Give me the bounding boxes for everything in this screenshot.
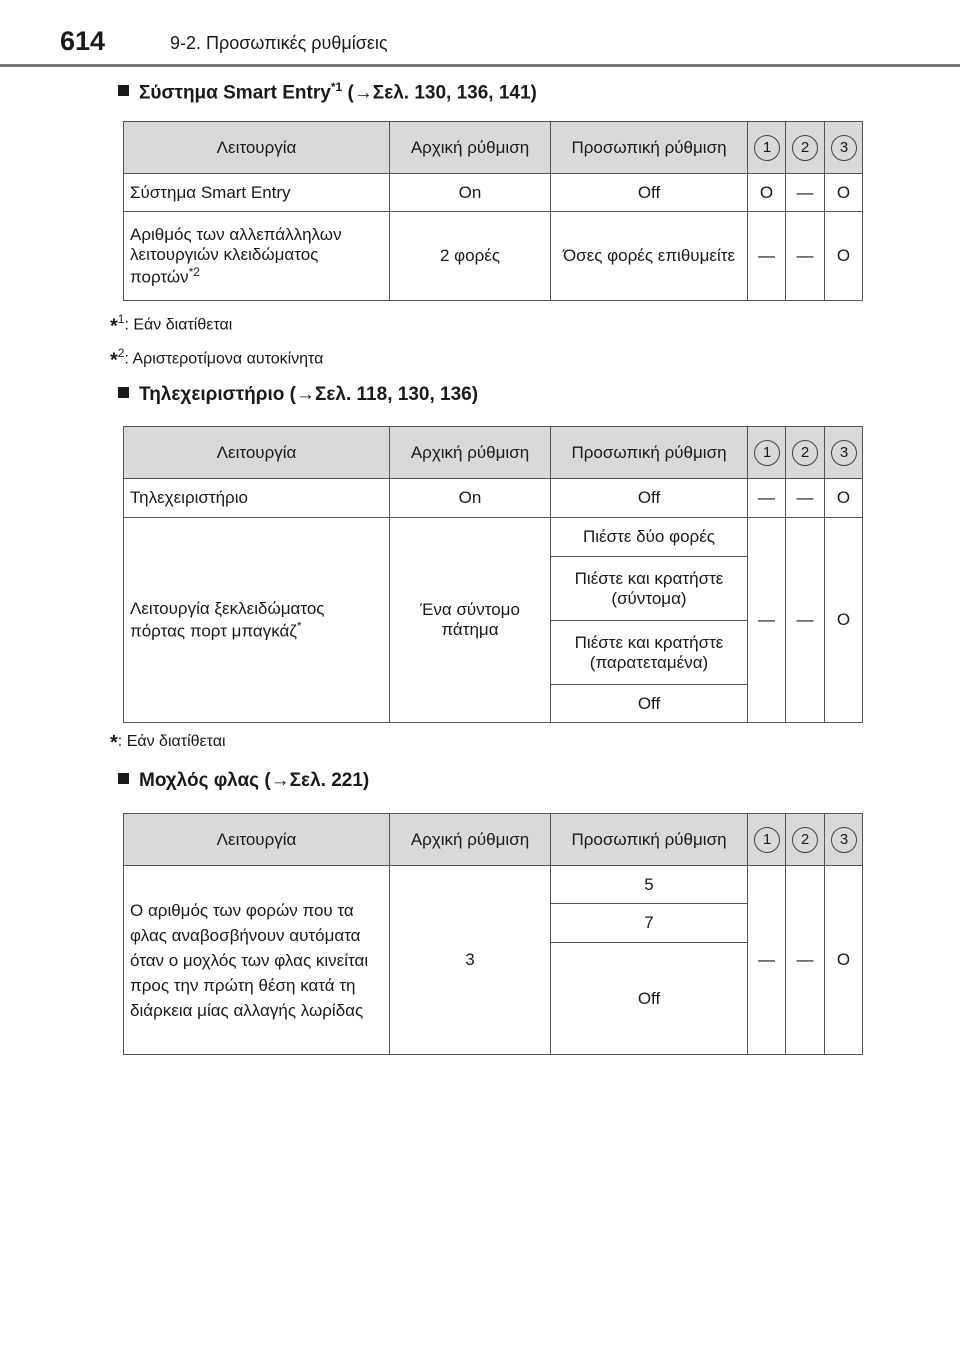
cell-function: Αριθμός των αλλεπάλληλων λειτουργιών κλειδώματος πορτών$^{*2}$ [124,212,390,301]
number-1-icon: 1 [754,135,780,161]
header-divider [0,64,960,67]
footnote-1: *$^1$: Εάν διατίθεται [110,312,233,338]
table-row [124,866,863,904]
cell-custom: Off [551,174,748,212]
cell-method-1: — [748,212,786,301]
page-number: 614 [60,26,106,56]
col-method-1 [748,814,786,866]
table-header-row [124,122,863,174]
col-method-3 [825,427,863,479]
col-method-3 [825,122,863,174]
number-3-icon: 3 [831,135,857,161]
cell-custom: Όσες φορές επιθυμείτε [551,212,748,301]
cell-method-2: — [786,518,825,723]
cell-function: Τηλεχειριστήριο [124,479,390,518]
cell-default: On [390,174,551,212]
number-2-icon: 2 [792,440,818,466]
cell-default: 2 φορές [390,212,551,301]
cell-method-1: — [748,866,786,1055]
chapter-title: 9-2. Προσωπικές ρυθμίσεις [170,33,388,53]
col-function: Λειτουργία [124,814,390,866]
footnote-3: *: Εάν διατίθεται [110,732,226,754]
col-method-2 [786,814,825,866]
cell-default: On [390,479,551,518]
number-1-icon: 1 [754,827,780,853]
table-row [124,174,863,212]
number-2-icon: 2 [792,135,818,161]
col-function: Λειτουργία [124,427,390,479]
cell-method-2: — [786,866,825,1055]
table-turn-signal [123,813,863,1055]
col-method-1 [748,427,786,479]
cell-method-3: O [825,212,863,301]
table-row [124,518,863,557]
col-method-2 [786,427,825,479]
cell-function: Λειτουργία ξεκλειδώματος πόρτας πορτ μπαγκάζ* [124,518,390,723]
cell-option: Off [551,943,748,1055]
cell-method-1: — [748,518,786,723]
cell-option: Πιέστε και κρατήστε (σύντομα) [551,557,748,621]
cell-option: 7 [551,904,748,943]
cell-function: Σύστημα Smart Entry [124,174,390,212]
cell-custom: Off [551,479,748,518]
table-smart-entry [123,121,863,301]
col-method-1 [748,122,786,174]
square-bullet-icon [118,85,129,96]
col-method-2 [786,122,825,174]
cell-default: 3 [390,866,551,1055]
table-remote [123,426,863,723]
col-default: Αρχική ρύθμιση [390,814,551,866]
col-custom: Προσωπική ρύθμιση [551,122,748,174]
col-default: Αρχική ρύθμιση [390,122,551,174]
cell-method-2: — [786,479,825,518]
number-3-icon: 3 [831,440,857,466]
table-row [124,212,863,301]
footnote-2: *$^2$: Αριστεροτίμονα αυτοκίνητα [110,346,324,372]
table-header-row [124,814,863,866]
cell-method-3: O [825,174,863,212]
cell-method-2: — [786,212,825,301]
square-bullet-icon [118,773,129,784]
square-bullet-icon [118,387,129,398]
section-title-smart-entry: Σύστημα Smart Entry$^{*1}$ (→Σελ. 130, 136, 141) [118,80,537,104]
cell-option: Πιέστε και κρατήστε (παρατεταμένα) [551,621,748,685]
cell-method-1: — [748,479,786,518]
col-custom: Προσωπική ρύθμιση [551,427,748,479]
cell-option: 5 [551,866,748,904]
cell-method-3: O [825,866,863,1055]
section-title-turn-signal: Μοχλός φλας (→Σελ. 221) [118,770,369,792]
col-default: Αρχική ρύθμιση [390,427,551,479]
number-3-icon: 3 [831,827,857,853]
cell-method-3: O [825,479,863,518]
col-method-3 [825,814,863,866]
table-row [124,479,863,518]
cell-method-1: O [748,174,786,212]
table-header-row [124,427,863,479]
number-2-icon: 2 [792,827,818,853]
cell-option: Off [551,685,748,723]
col-custom: Προσωπική ρύθμιση [551,814,748,866]
section-title-remote: Τηλεχειριστήριο (→Σελ. 118, 130, 136) [118,384,478,406]
number-1-icon: 1 [754,440,780,466]
cell-method-3: O [825,518,863,723]
cell-method-2: — [786,174,825,212]
cell-function: Ο αριθμός των φορών που τα φλας αναβοσβήνουν αυτόματα όταν ο μοχλός των φλας κινείται προς την πρώτη θέση κατά τη διάρκεια μίας αλλαγής λωρίδας [124,866,390,1055]
col-function: Λειτουργία [124,122,390,174]
cell-option: Πιέστε δύο φορές [551,518,748,557]
cell-default: Ένα σύντομο πάτημα [390,518,551,723]
